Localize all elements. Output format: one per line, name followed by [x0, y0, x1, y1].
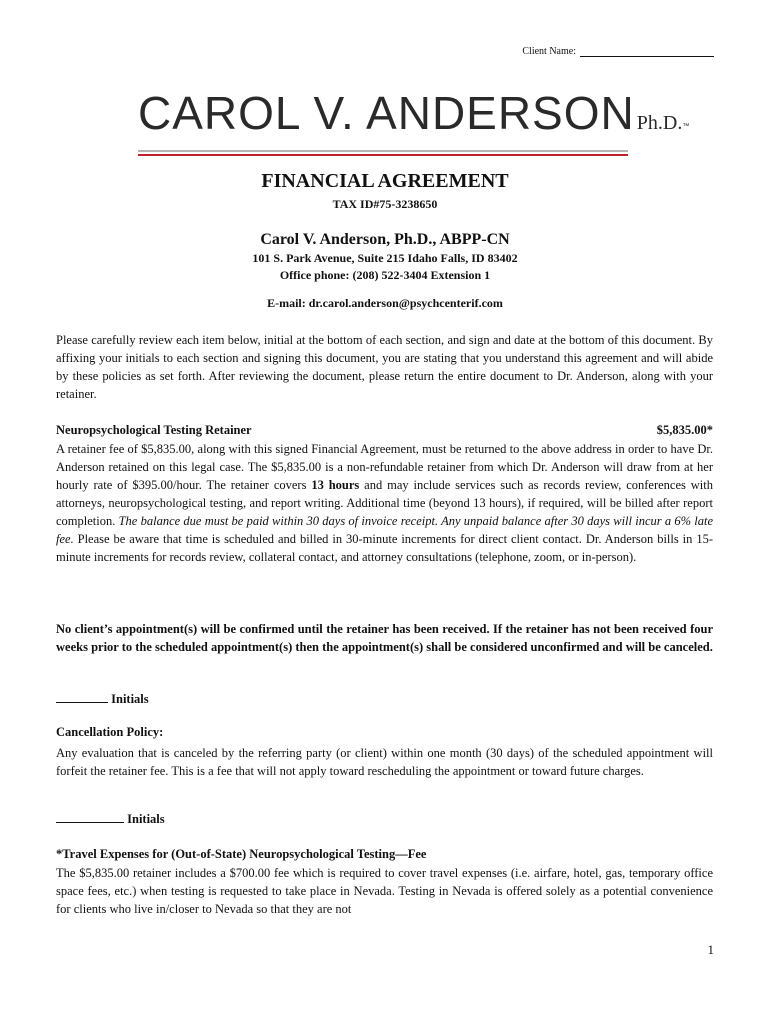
provider-address: 101 S. Park Avenue, Suite 215 Idaho Falls, ID 83402 — [252, 251, 518, 265]
client-name-label: Client Name: — [522, 46, 576, 57]
retainer-initials-blank[interactable] — [56, 690, 108, 703]
client-name-blank[interactable] — [580, 46, 714, 57]
cancellation-initials-blank[interactable] — [56, 810, 124, 823]
retainer-text-2: and may include services such as records review, conferences with attorneys, neuropsychological testing, and report writing. Additional time (beyond 13 hours), if required, will be billed after report completion. — [56, 478, 713, 528]
cancellation-initials — [56, 810, 165, 827]
logo-name: CAROL V. ANDERSON — [138, 87, 635, 139]
tax-id: TAX ID#75-3238650 — [332, 197, 438, 211]
retainer-text-3: Please be aware that time is scheduled and billed in 30-minute increments for direct client contact. Dr. Anderson bills in 15-minute increments for records review, collateral contact, and attorney consultations (telephone, zoom, or in-person). — [56, 532, 713, 564]
intro-paragraph: Please carefully review each item below, initial at the bottom of each section, and sign and date at the bottom of this document. By affixing your initials to each section and signing this document, you are stating that you understand this agreement and will abide by these policies as set forth. After reviewing the document, please return the entire document to Dr. Anderson, along with your retainer. — [56, 333, 713, 401]
logo-wordmark — [138, 87, 691, 148]
letterhead-logo — [138, 87, 691, 156]
document-title: FINANCIAL AGREEMENT — [261, 170, 509, 192]
retainer-late-fee-note: The balance due must be paid within 30 days of invoice receipt. Any unpaid balance after 30 days will incur a 6% late fee. — [56, 514, 713, 546]
retainer-hours: 13 hours — [311, 478, 360, 492]
logo-rule-red — [138, 154, 628, 156]
logo-rule-gray — [138, 150, 628, 152]
provider-phone: Office phone: (208) 522-3404 Extension 1 — [279, 268, 491, 282]
cancellation-paragraph: Any evaluation that is canceled by the referring party (or client) within one month (30 days) of the scheduled appointment will forfeit the retainer fee. This is a fee that will not apply toward rescheduling the appointment or toward future charges. — [56, 746, 713, 778]
retainer-initials-label: Initials — [111, 692, 149, 706]
retainer-paragraph — [56, 440, 713, 566]
logo-suffix: Ph.D. — [636, 112, 683, 134]
provider-name: Carol V. Anderson, Ph.D., ABPP-CN — [260, 231, 510, 248]
cancellation-initials-label: Initials — [127, 812, 165, 826]
retainer-heading-label: Neuropsychological Testing Retainer — [56, 423, 252, 437]
retainer-text-1: A retainer fee of $5,835.00, along with this signed Financial Agreement, must be returned to the above address in order to have Dr. Anderson retained on this legal case. The $5,835.00 is a non-refundable retainer from which Dr. Anderson will draw from at her hourly rate of $395.00/hour. The retainer covers — [56, 442, 713, 492]
client-name-field — [522, 46, 714, 57]
travel-paragraph: The $5,835.00 retainer includes a $700.00 fee which is required to cover travel expenses (i.e. airfare, hotel, gas, temporary office space fees, etc.) when testing is requested to take place in Nevada. Testing in Nevada is offered solely as a potential convenience for clients who live in/closer to Nevada so that they are not — [56, 866, 713, 916]
travel-heading: *Travel Expenses for (Out-of-State) Neuropsychological Testing—Fee — [56, 847, 427, 861]
confirmation-note: No client’s appointment(s) will be confirmed until the retainer has been received. If the retainer has not been received four weeks prior to the scheduled appointment(s) then the appointment(s) shall be considered unconfirmed and will be canceled. — [56, 622, 713, 654]
provider-email: E-mail: dr.carol.anderson@psychcenterif.com — [267, 296, 503, 310]
retainer-amount: $5,835.00* — [656, 423, 713, 437]
retainer-heading — [56, 421, 713, 439]
logo-trademark: ™ — [682, 123, 691, 130]
page-number: 1 — [707, 942, 714, 957]
retainer-initials — [56, 690, 149, 707]
cancellation-heading: Cancellation Policy: — [56, 725, 164, 739]
